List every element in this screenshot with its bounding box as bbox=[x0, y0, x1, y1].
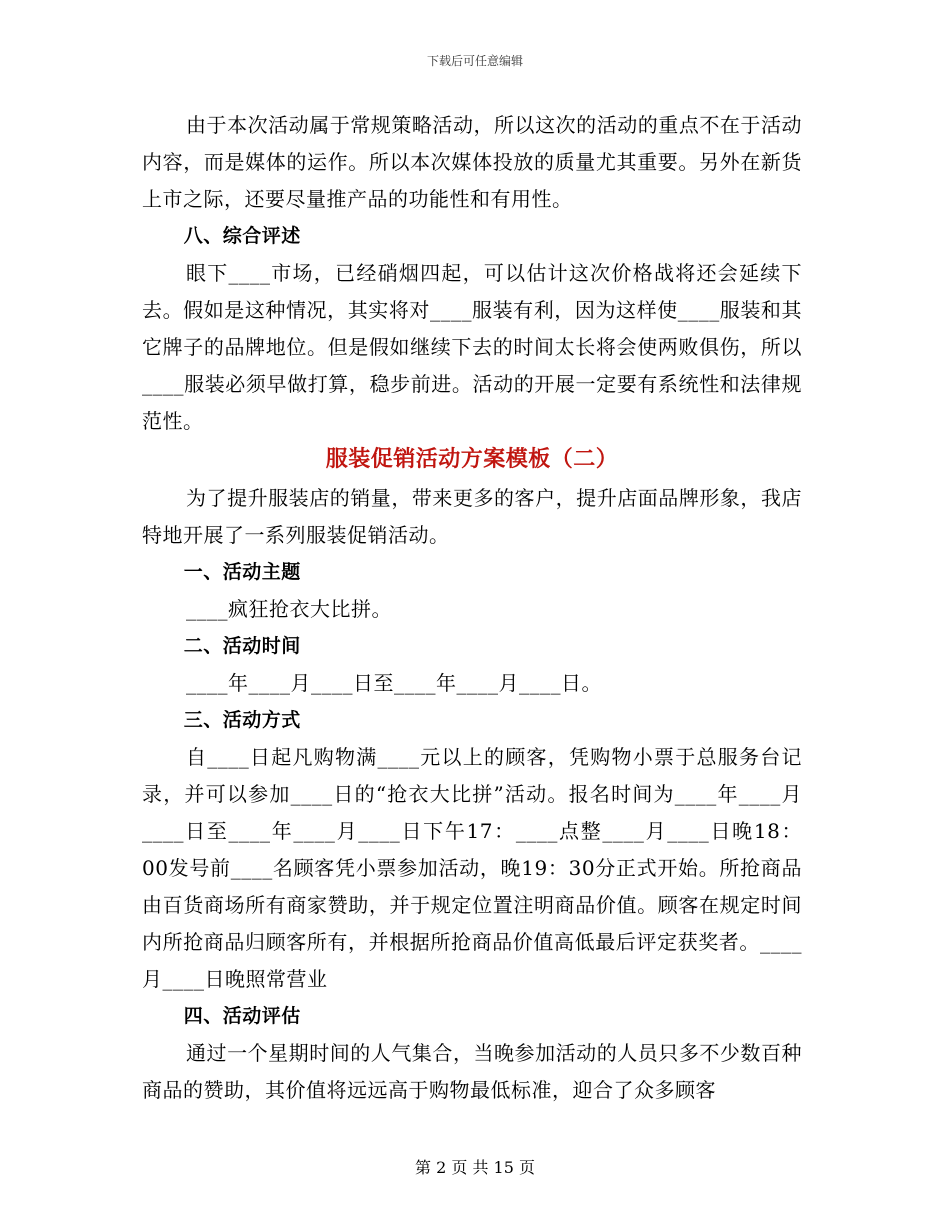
document-intro: 为了提升服装店的销量，带来更多的客户，提升店面品牌形象，我店特地开展了一系列服装促销活动。 bbox=[142, 486, 802, 547]
document-title: 服装促销活动方案模板（二） bbox=[325, 447, 619, 472]
section-3-paragraph: 自____日起凡购物满____元以上的顾客，凭购物小票于总服务台记录，并可以参加____日的“抢衣大比拼”活动。报名时间为____年____月____日至____年____月____日下午17：____点整____月____日晚18：00发号前____名顾客凭小票参加活动，晚19：30分正式开始。所抢商品由百货商场所有商家赞助，并于规定位置注明商品价值。顾客在规定时间内所抢商品归顾客所有，并根据所抢商品价值高低最后评定获奖者。____月____日晚照常营业 bbox=[142, 745, 802, 991]
intro-paragraph: 由于本次活动属于常规策略活动，所以这次的活动的重点不在于活动内容，而是媒体的运作。所以本次媒体投放的质量尤其重要。另外在新货上市之际，还要尽量推产品的功能性和有用性。 bbox=[142, 113, 802, 211]
page-footer: 第 2 页 共 15 页 bbox=[415, 1158, 535, 1177]
section-8-heading: 八、综合评述 bbox=[183, 225, 301, 247]
section-1-text: ____疯狂抢衣大比拼。 bbox=[186, 597, 392, 621]
section-2-heading: 二、活动时间 bbox=[183, 635, 301, 657]
section-2-text: ____年____月____日至____年____月____日。 bbox=[186, 671, 602, 695]
document-body bbox=[142, 107, 802, 1109]
section-4-heading: 四、活动评估 bbox=[183, 1005, 301, 1027]
section-1-heading: 一、活动主题 bbox=[183, 561, 301, 583]
section-4-paragraph: 通过一个星期时间的人气集合，当晚参加活动的人员只多不少数百种商品的赞助，其价值将远远高于购物最低标准，迎合了众多顾客 bbox=[142, 1041, 802, 1102]
section-8-paragraph: 眼下____市场，已经硝烟四起，可以估计这次价格战将还会延续下去。假如是这种情况，其实将对____服装有利，因为这样使____服装和其它牌子的品牌地位。但是假如继续下去的时间太长将会使两败俱伤，所以____服装必须早做打算，稳步前进。活动的开展一定要有系统性和法律规范性。 bbox=[142, 261, 802, 433]
section-3-heading: 三、活动方式 bbox=[183, 709, 301, 731]
header-note: 下载后可任意编辑 bbox=[426, 54, 523, 68]
